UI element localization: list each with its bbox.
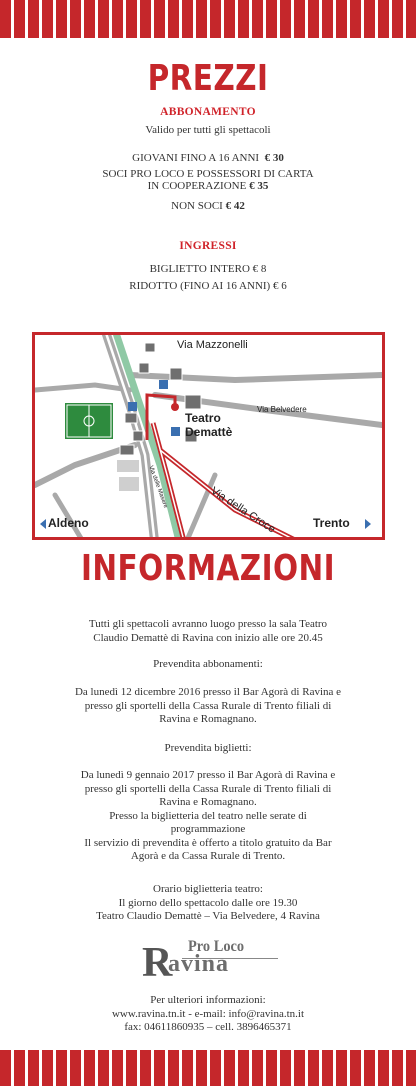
bottom-stripe-border <box>0 1050 416 1086</box>
label-via-masere: Via delle Masere <box>147 465 169 509</box>
abbonamento-subtitle: Valido per tutti gli spettacoli <box>145 124 271 136</box>
price-non-soci-label: NON SOCI <box>171 200 223 212</box>
label-aldeno: Aldeno <box>48 516 89 530</box>
price-soci <box>0 180 416 193</box>
contacts-line2: www.ravina.tn.it - e-mail: info@ravina.tn.it <box>111 1007 305 1020</box>
info-p6-line1: Orario biglietteria teatro: <box>153 883 263 895</box>
info-p1-line1: Tutti gli spettacoli avranno luogo presso la sala Teatro <box>88 618 328 630</box>
price-soci-line1: SOCI PRO LOCO E POSSESSORI DI CARTA <box>102 168 314 180</box>
label-teatro: Teatro <box>185 411 221 425</box>
info-p6-line3: Teatro Claudio Demattè – Via Belvedere, 4 Ravina <box>96 910 320 922</box>
info-p5-line2: presso gli sportelli della Cassa Rurale di Trento filiali di <box>84 782 332 795</box>
parking-lot <box>117 460 139 491</box>
arrow-right-icon <box>365 519 371 529</box>
prezzi-title: PREZZI <box>147 58 269 99</box>
logo-pro-loco: Pro Loco <box>188 938 245 955</box>
info-orario <box>0 883 416 924</box>
pro-loco-ravina-logo <box>140 938 280 984</box>
price-non-soci-value: € 42 <box>225 200 245 212</box>
label-dematte: Demattè <box>185 425 233 439</box>
logo-ravina: avina <box>168 951 230 977</box>
informazioni-title: INFORMAZIONI <box>81 548 335 589</box>
label-via-della-croce: Via della Croce <box>208 485 278 536</box>
contacts-line1: Per ulteriori informazioni: <box>150 994 266 1006</box>
info-p5-line4: Presso la biglietteria del teatro nelle serate di <box>109 809 307 822</box>
price-giovani <box>0 152 416 165</box>
contacts <box>0 994 416 1035</box>
contacts-line3: fax: 04611860935 – cell. 3896465371 <box>124 1021 292 1033</box>
price-giovani-value: € 30 <box>264 152 284 164</box>
biglietto-intero: BIGLIETTO INTERO € 8 <box>149 263 267 275</box>
info-prevendita-biglietti: Prevendita biglietti: <box>164 742 252 754</box>
label-trento: Trento <box>313 516 350 530</box>
info-p5-line1: Da lunedì 9 gennaio 2017 presso il Bar Agorà di Ravina e <box>80 769 336 781</box>
top-stripe-border <box>0 0 416 38</box>
abbonamento-heading: ABBONAMENTO <box>160 106 256 118</box>
info-paragraph-abbonamenti <box>0 686 416 727</box>
price-giovani-label: GIOVANI FINO A 16 ANNI <box>132 152 260 164</box>
location-map <box>32 332 385 540</box>
info-paragraph-biglietti <box>0 769 416 864</box>
label-via-mazzonelli: Via Mazzonelli <box>177 339 248 351</box>
price-soci-line2: IN COOPERAZIONE <box>147 180 247 192</box>
arrow-left-icon <box>40 519 46 529</box>
info-p5-line5: programmazione <box>170 823 246 835</box>
label-via-belvedere: Via Belvedere <box>257 405 307 414</box>
info-p5-line6: Il servizio di prevendita è offerto a titolo gratuito da Bar <box>84 836 332 849</box>
info-p3-line1: Da lunedì 12 dicembre 2016 presso il Bar Agorà di Ravina e <box>74 686 342 698</box>
info-p6-line2: Il giorno dello spettacolo dalle ore 19.30 <box>118 896 298 909</box>
info-p5-line3: Ravina e Romagnano. <box>159 796 257 808</box>
price-soci-value: € 35 <box>249 180 269 192</box>
price-non-soci <box>0 200 416 213</box>
theatre-pin <box>171 403 179 411</box>
logo-letter-r: R <box>142 940 173 986</box>
info-p5-line7: Agorà e da Cassa Rurale di Trento. <box>130 850 286 862</box>
info-prevendita-abbonamenti: Prevendita abbonamenti: <box>153 658 263 670</box>
info-p1-line2: Claudio Demattè di Ravina con inizio alle ore 20.45 <box>93 631 323 644</box>
ingressi-heading: INGRESSI <box>179 240 237 252</box>
info-p3-line3: Ravina e Romagnano. <box>159 713 257 725</box>
info-p3-line2: presso gli sportelli della Cassa Rurale di Trento filiali di <box>84 699 332 712</box>
info-paragraph-venue <box>0 618 416 645</box>
ridotto: RIDOTTO (FINO AI 16 ANNI) € 6 <box>129 280 287 292</box>
